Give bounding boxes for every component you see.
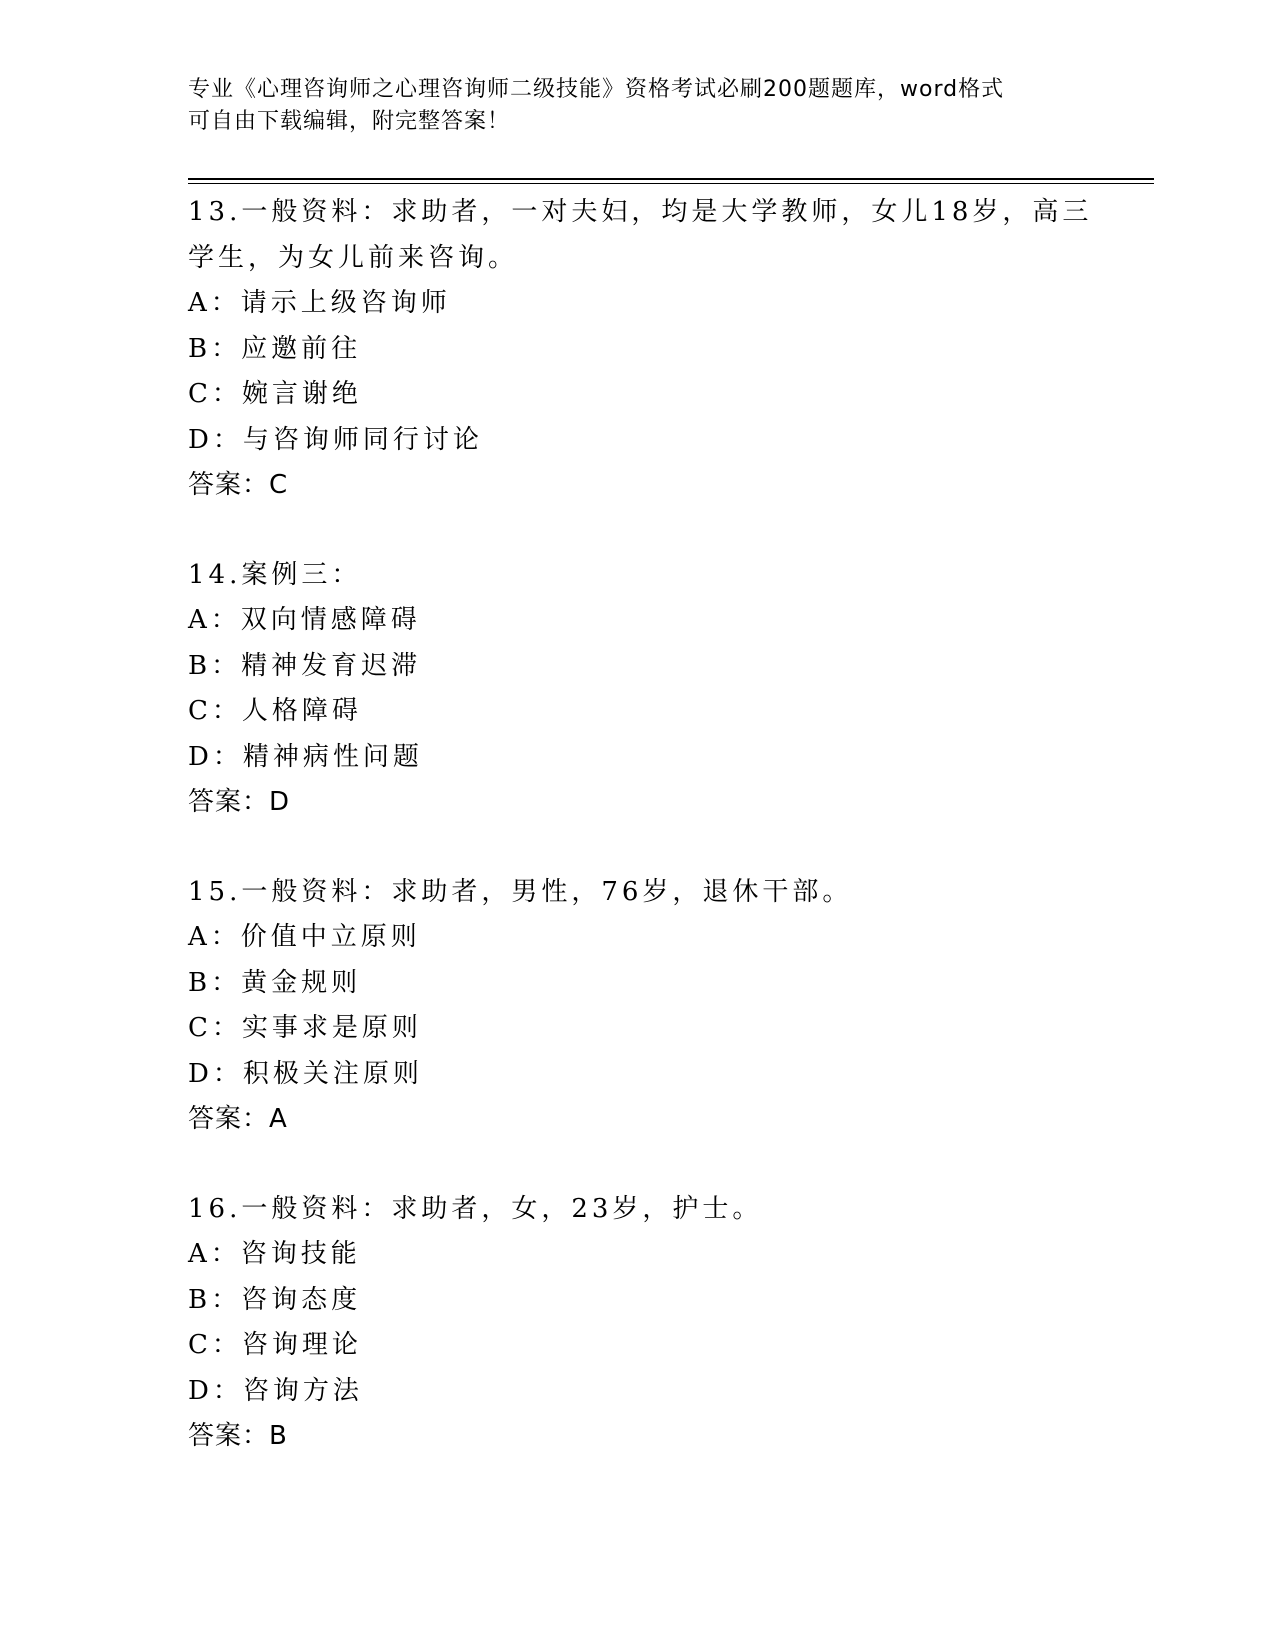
- option-c: C：人格障碍: [188, 696, 362, 726]
- question-stem: 学生，为女儿前来咨询。: [188, 242, 519, 273]
- option-d: D：积极关注原则: [188, 1058, 423, 1089]
- option-b: B：咨询态度: [188, 1284, 362, 1315]
- question-14: [188, 553, 1088, 826]
- answer-line: 答案：A: [188, 1104, 288, 1134]
- option-a: A：请示上级咨询师: [188, 288, 451, 318]
- answer-line: 答案：B: [188, 1421, 288, 1451]
- header-line-2: 可自由下载编辑，附完整答案！: [188, 109, 511, 134]
- header-divider: [188, 178, 1154, 184]
- option-a: A：咨询技能: [188, 1239, 361, 1269]
- option-a: A：双向情感障碍: [188, 605, 421, 635]
- question-15: [188, 870, 1088, 1143]
- option-a: A：价值中立原则: [188, 922, 421, 952]
- question-list: [188, 190, 1093, 1504]
- option-c: C：婉言谢绝: [188, 379, 362, 409]
- option-c: C：实事求是原则: [188, 1013, 422, 1043]
- question-stem: 15.一般资料：求助者，男性，76岁，退休干部。: [188, 876, 853, 907]
- question-16: [188, 1187, 1088, 1460]
- header-line-1: 专业《心理咨询师之心理咨询师二级技能》资格考试必刷200题题库，word格式: [188, 77, 1005, 102]
- question-13: [188, 190, 1093, 509]
- option-b: B：精神发育迟滞: [188, 650, 422, 681]
- option-d: D：精神病性问题: [188, 741, 423, 772]
- question-stem: 14.案例三：: [188, 559, 362, 590]
- question-stem: 16.一般资料：求助者，女，23岁，护士。: [188, 1193, 763, 1224]
- option-b: B：应邀前往: [188, 333, 362, 364]
- answer-line: 答案：D: [188, 787, 291, 817]
- option-d: D：与咨询师同行讨论: [188, 424, 483, 455]
- answer-line: 答案：C: [188, 470, 289, 500]
- option-b: B：黄金规则: [188, 967, 362, 998]
- option-d: D：咨询方法: [188, 1375, 363, 1406]
- option-c: C：咨询理论: [188, 1330, 362, 1360]
- page-header: [188, 74, 1088, 138]
- question-stem: 13.一般资料：求助者，一对夫妇，均是大学教师，女儿18岁，高三: [188, 197, 1093, 227]
